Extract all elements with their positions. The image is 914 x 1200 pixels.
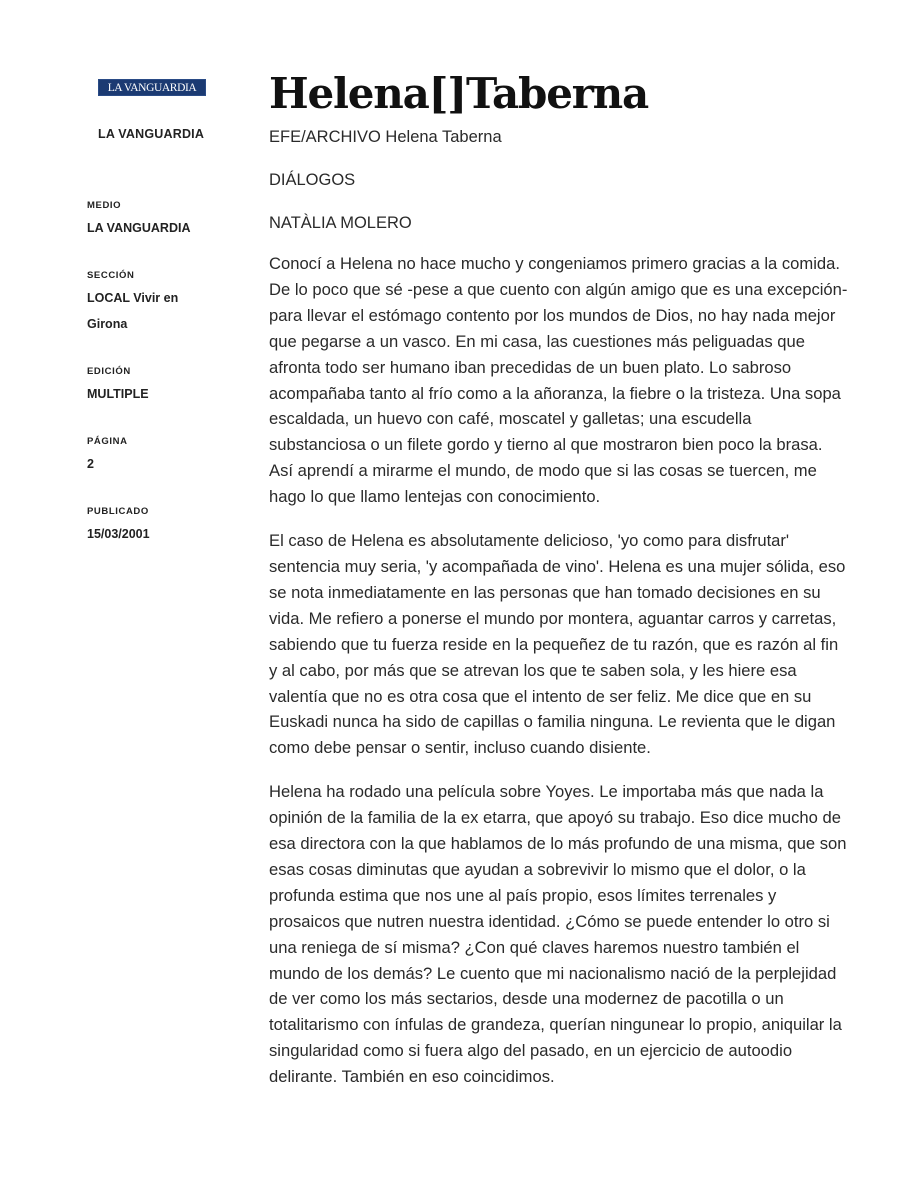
article-paragraph: Conocí a Helena no hace mucho y congeniamos primero gracias a la comida. De lo poco que sé -pese a que cuento con algún amigo que es una excepción- para llevar el estómago contento por los mundos de Dios, no hay nada mejor que pegarse a un vasco. En mi casa, las cuestiones más peliguadas que afronta todo ser humano iban precedidas de un buen plato. Lo sabroso acompañaba tanto al frío como a la añoranza, la fiebre o la tristeza. Una sopa escaldada, un huevo con café, moscatel y galletas; una escudella substanciosa o un filete gordo y tierno al que mostraron bien poco la brasa. Así aprendí a mirarme el mundo, de modo que si las cosas se tuercen, me hago lo que llamo lentejas con conocimiento. [269,254,848,507]
meta-medio [87,200,227,241]
meta-pagina [87,436,227,477]
article-paragraph: Helena ha rodado una película sobre Yoyes. Le importaba más que nada la opinión de la familia de la ex etarra, que apoyó su trabajo. Eso dice mucho de esa directora con la que hablamos de lo más profundo de una misma, que son esas cosas diminutas que ayudan a sobrevivir lo mismo que el dolor, o la profunda estima que nos une al país propio, esos límites terrenales y prosaicos que nutren nuestra identidad. ¿Cómo se puede entender lo otro si una reniega de sí misma? ¿Con qué claves haremos nuestro también el mundo de los demás? Le cuento que mi nacionalismo nació de la perplejidad de ver como los más sectarios, desde una modernez de pacotilla o un totalitarismo con ínfulas de grandeza, querían ningunear lo propio, aniquilar la singularidad como si fuera algo del pasado, en un ejercicio de autoodio delirante. También en eso coincidimos. [269,782,847,1087]
meta-publicado [87,506,227,547]
article-author: NATÀLIA MOLERO [269,214,412,232]
brand-name: LA VANGUARDIA [98,127,205,141]
article-section: DIÁLOGOS [269,171,356,189]
meta-value-pagina: 2 [87,457,94,471]
photo-caption: EFE/ARCHIVO Helena Taberna [269,128,502,146]
article-paragraph: El caso de Helena es absolutamente delicioso, 'yo como para disfrutar' sentencia muy seria, 'y acompañada de vino'. Helena es una mujer sólida, eso se nota inmediatamente en las personas que han tomado decisiones en su vida. Me refiero a ponerse el mundo por montera, aguantar carros y carretas, sabiendo que tu fuerza reside en la pequeñez de tu razón, que es razón al fin y al cabo, por más que se atrevan los que te saben sola, y les hiere esa valentía que no es otra cosa que el intento de ser feliz. Me dice que en su Euskadi nunca ha sido de capillas o familia ninguna. Le revienta que le digan como debe pensar o sentir, incluso cuando disiente. [269,531,846,758]
article-title: Helena[]Taberna [269,69,648,118]
meta-value-seccion: LOCAL Vivir en Girona [87,291,179,331]
meta-value-publicado: 15/03/2001 [87,527,150,541]
article-body [269,251,849,1090]
meta-value-medio: LA VANGUARDIA [87,221,191,235]
meta-label-medio: MEDIO [87,200,122,211]
meta-label-seccion: SECCIÓN [87,270,135,281]
meta-label-pagina: PÁGINA [87,436,128,447]
meta-label-edicion: EDICIÓN [87,366,131,377]
metadata-sidebar [87,79,227,541]
article [269,66,849,1108]
la-vanguardia-logo: LA VANGUARDIA [98,79,206,96]
meta-edicion [87,366,227,407]
meta-seccion [87,270,197,337]
meta-value-edicion: MULTIPLE [87,387,149,401]
meta-label-publicado: PUBLICADO [87,506,149,517]
